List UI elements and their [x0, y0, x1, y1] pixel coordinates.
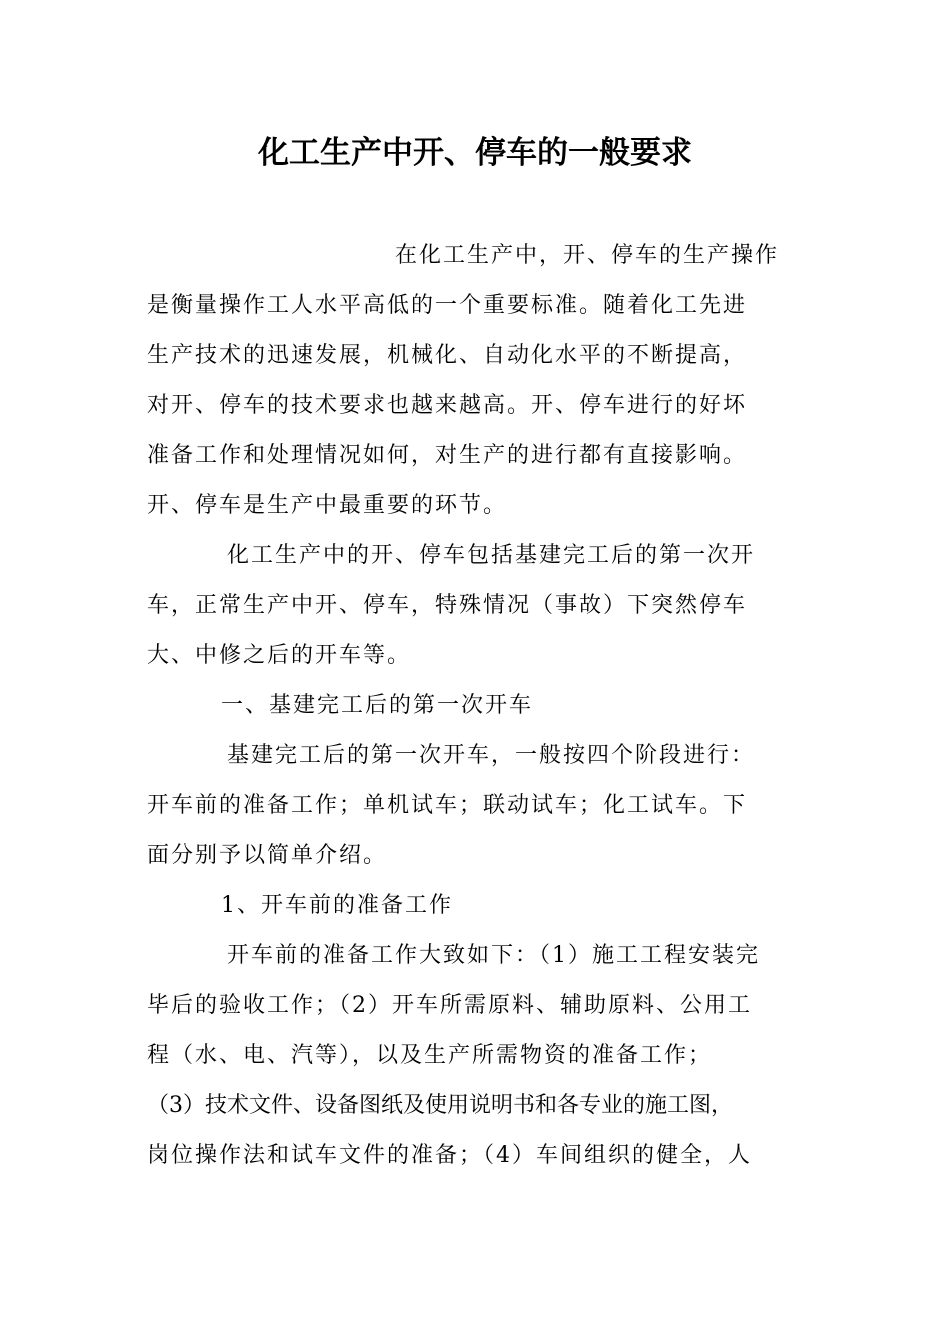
section-heading: 一、基建完工后的第一次开车 [221, 693, 534, 718]
paragraph-line: 基建完工后的第一次开车，一般按四个阶段进行： [227, 743, 756, 768]
paragraph-line: 毕后的验收工作；（2）开车所需原料、辅助原料、公用工 [147, 993, 752, 1018]
paragraph-line: 面分别予以简单介绍。 [147, 843, 388, 868]
paragraph-line: 程（水、电、汽等），以及生产所需物资的准备工作； [147, 1043, 713, 1068]
paragraph-line: 准备工作和处理情况如何，对生产的进行都有直接影响。 [147, 443, 748, 468]
subsection-heading: 1、开车前的准备工作 [221, 893, 453, 918]
paragraph-line: 大、中修之后的开车等。 [147, 643, 412, 668]
paragraph-line: 化工生产中的开、停车包括基建完工后的第一次开 [227, 543, 756, 568]
paragraph-line: 在化工生产中，开、停车的生产操作 [395, 243, 780, 268]
paragraph-line: 生产技术的迅速发展，机械化、自动化水平的不断提高， [147, 343, 748, 368]
document-title: 化工生产中开、停车的一般要求 [258, 135, 692, 171]
paragraph-line: 岗位操作法和试车文件的准备；（4）车间组织的健全，人 [147, 1143, 752, 1168]
paragraph-line: 开车前的准备工作；单机试车；联动试车；化工试车。下 [147, 793, 748, 818]
paragraph-line: 开车前的准备工作大致如下：（1）施工工程安装完 [227, 943, 760, 968]
paragraph-line: 车，正常生产中开、停车，特殊情况（事故）下突然停车 [147, 593, 748, 618]
paragraph-line: 对开、停车的技术要求也越来越高。开、停车进行的好坏 [147, 393, 748, 418]
paragraph-line: 是衡量操作工人水平高低的一个重要标准。随着化工先进 [147, 293, 748, 318]
paragraph-line: 开、停车是生产中最重要的环节。 [147, 493, 508, 518]
paragraph-line: （3）技术文件、设备图纸及使用说明书和各专业的施工图， [147, 1093, 733, 1118]
